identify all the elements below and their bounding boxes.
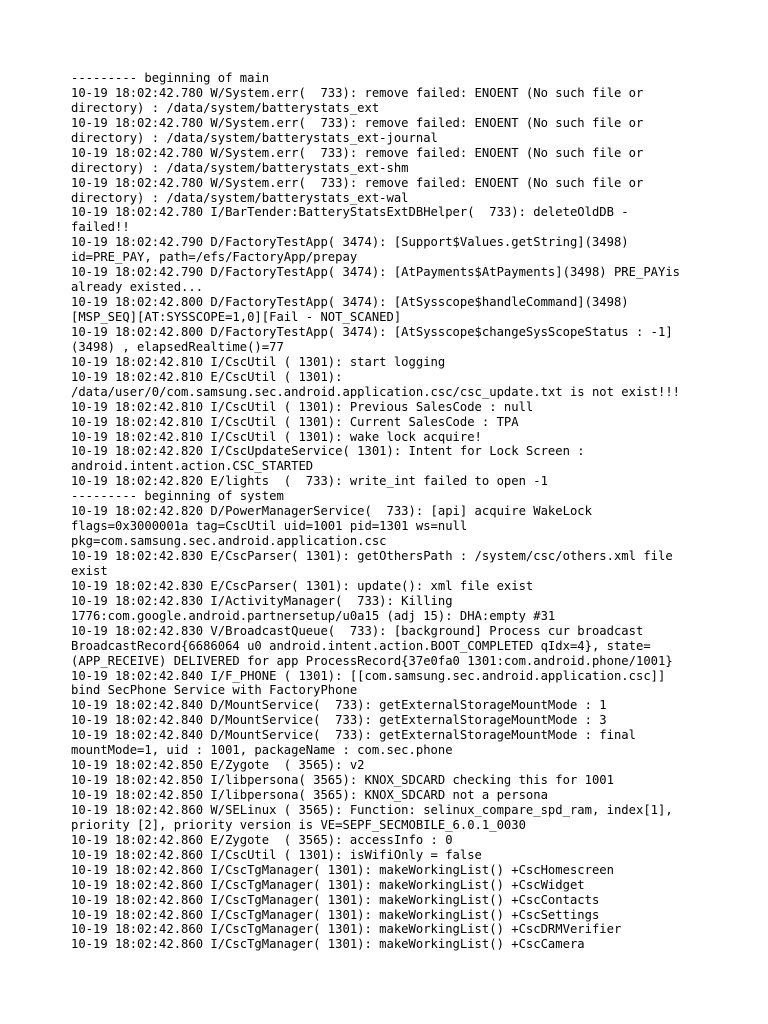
log-line: pkg=com.samsung.sec.android.application.csc: [71, 534, 387, 549]
log-line: priority [2], priority version is VE=SEPF_SECMOBILE_6.0.1_0030: [71, 817, 526, 832]
log-line: 10-19 18:02:42.840 D/MountService( 733): getExternalStorageMountMode : final: [71, 728, 636, 743]
log-line: 10-19 18:02:42.860 I/CscTgManager( 1301): makeWorkingList() +CscWidget: [71, 877, 585, 892]
log-line: 10-19 18:02:42.810 I/CscUtil ( 1301): start logging: [71, 354, 446, 369]
log-line: already existed...: [71, 280, 204, 295]
log-line: 10-19 18:02:42.840 D/MountService( 733): getExternalStorageMountMode : 1: [71, 698, 607, 713]
log-line: 10-19 18:02:42.780 W/System.err( 733): remove failed: ENOENT (No such file or: [71, 145, 644, 160]
log-line: 10-19 18:02:42.820 I/CscUpdateService( 1301): Intent for Lock Screen :: [71, 444, 585, 459]
log-line: 10-19 18:02:42.810 E/CscUtil ( 1301):: [71, 369, 343, 384]
log-line: 10-19 18:02:42.850 E/Zygote ( 3565): v2: [71, 758, 365, 773]
log-line: 10-19 18:02:42.780 W/System.err( 733): remove failed: ENOENT (No such file or: [71, 175, 644, 190]
log-line: id=PRE_PAY, path=/efs/FactoryApp/prepay: [71, 250, 358, 265]
log-line: 10-19 18:02:42.830 I/ActivityManager( 733): Killing: [71, 593, 453, 608]
log-line: /data/user/0/com.samsung.sec.android.application.csc/csc_update.txt is not exist!!!: [71, 384, 681, 399]
log-line: directory) : /data/system/batterystats_ext-journal: [71, 130, 438, 145]
log-line: 10-19 18:02:42.840 I/F_PHONE ( 1301): [[com.samsung.sec.android.application.csc]]: [71, 668, 666, 683]
log-line: --------- beginning of main: [71, 71, 270, 85]
log-line: bind SecPhone Service with FactoryPhone: [71, 683, 358, 698]
log-line: 10-19 18:02:42.860 W/SELinux ( 3565): Function: selinux_compare_spd_ram, index[1],: [71, 802, 673, 817]
log-line: exist: [71, 563, 108, 578]
log-line: 10-19 18:02:42.780 W/System.err( 733): remove failed: ENOENT (No such file or: [71, 85, 644, 100]
log-line: android.intent.action.CSC_STARTED: [71, 459, 314, 474]
log-line: [MSP_SEQ][AT:SYSSCOPE=1,0][Fail - NOT_SCANED]: [71, 310, 402, 324]
log-document: [71, 71, 698, 952]
log-line: 10-19 18:02:42.860 I/CscTgManager( 1301): makeWorkingList() +CscCamera: [71, 937, 585, 952]
log-line: --------- beginning of system: [71, 489, 284, 504]
log-line: 10-19 18:02:42.850 I/libpersona( 3565): KNOX_SDCARD not a persona: [71, 788, 548, 802]
log-line: 10-19 18:02:42.830 E/CscParser( 1301): update(): xml file exist: [71, 578, 534, 593]
log-line: 10-19 18:02:42.830 V/BroadcastQueue( 733): [background] Process cur broadcast: [71, 623, 644, 638]
log-line: 10-19 18:02:42.810 I/CscUtil ( 1301): Current SalesCode : TPA: [71, 414, 519, 429]
log-line: 1776:com.google.android.partnersetup/u0a15 (adj 15): DHA:empty #31: [71, 608, 556, 623]
log-line: 10-19 18:02:42.860 I/CscTgManager( 1301): makeWorkingList() +CscHomescreen: [71, 862, 614, 877]
log-line: 10-19 18:02:42.840 D/MountService( 733): getExternalStorageMountMode : 3: [71, 713, 607, 728]
log-line: directory) : /data/system/batterystats_ext: [71, 100, 380, 115]
log-line: 10-19 18:02:42.810 I/CscUtil ( 1301): wake lock acquire!: [71, 429, 482, 444]
log-line: 10-19 18:02:42.800 D/FactoryTestApp( 3474): [AtSysscope$handleCommand](3498): [71, 295, 629, 310]
log-line: 10-19 18:02:42.800 D/FactoryTestApp( 3474): [AtSysscope$changeSysScopeStatus : -1]: [71, 324, 673, 339]
log-line: (3498) , elapsedRealtime()=77: [71, 339, 284, 354]
log-line: 10-19 18:02:42.860 I/CscTgManager( 1301): makeWorkingList() +CscSettings: [71, 907, 600, 922]
log-line: 10-19 18:02:42.820 D/PowerManagerService( 733): [api] acquire WakeLock: [71, 504, 592, 519]
log-line: 10-19 18:02:42.780 I/BarTender:BatteryStatsExtDBHelper( 733): deleteOldDB -: [71, 205, 629, 220]
log-line: 10-19 18:02:42.850 I/libpersona( 3565): KNOX_SDCARD checking this for 1001: [71, 773, 614, 788]
log-line: 10-19 18:02:42.810 I/CscUtil ( 1301): Previous SalesCode : null: [71, 399, 534, 414]
log-line: 10-19 18:02:42.860 I/CscTgManager( 1301): makeWorkingList() +CscContacts: [71, 892, 600, 907]
log-line: 10-19 18:02:42.820 E/lights ( 733): write_int failed to open -1: [71, 474, 548, 489]
log-line: mountMode=1, uid : 1001, packageName : com.sec.phone: [71, 743, 453, 758]
log-line: 10-19 18:02:42.860 I/CscTgManager( 1301): makeWorkingList() +CscDRMVerifier: [71, 922, 622, 937]
log-line: 10-19 18:02:42.790 D/FactoryTestApp( 3474): [Support$Values.getString](3498): [71, 235, 629, 250]
log-line: 10-19 18:02:42.830 E/CscParser( 1301): getOthersPath : /system/csc/others.xml file: [71, 549, 673, 563]
log-line: failed!!: [71, 220, 130, 235]
log-line: directory) : /data/system/batterystats_ext-wal: [71, 190, 409, 205]
log-line: 10-19 18:02:42.860 E/Zygote ( 3565): accessInfo : 0: [71, 832, 453, 847]
log-line: BroadcastRecord{6686064 u0 android.intent.action.BOOT_COMPLETED qIdx=4}, state=: [71, 638, 651, 653]
log-text-block: [71, 71, 698, 952]
log-line: directory) : /data/system/batterystats_ext-shm: [71, 160, 409, 175]
log-line: (APP_RECEIVE) DELIVERED for app ProcessRecord{37e0fa0 1301:com.android.phone/1001}: [71, 653, 673, 668]
log-line: 10-19 18:02:42.780 W/System.err( 733): remove failed: ENOENT (No such file or: [71, 115, 644, 130]
log-line: flags=0x3000001a tag=CscUtil uid=1001 pid=1301 ws=null: [71, 519, 468, 534]
log-line: 10-19 18:02:42.790 D/FactoryTestApp( 3474): [AtPayments$AtPayments](3498) PRE_PAYis: [71, 265, 681, 280]
log-line: 10-19 18:02:42.860 I/CscUtil ( 1301): isWifiOnly = false: [71, 847, 482, 862]
